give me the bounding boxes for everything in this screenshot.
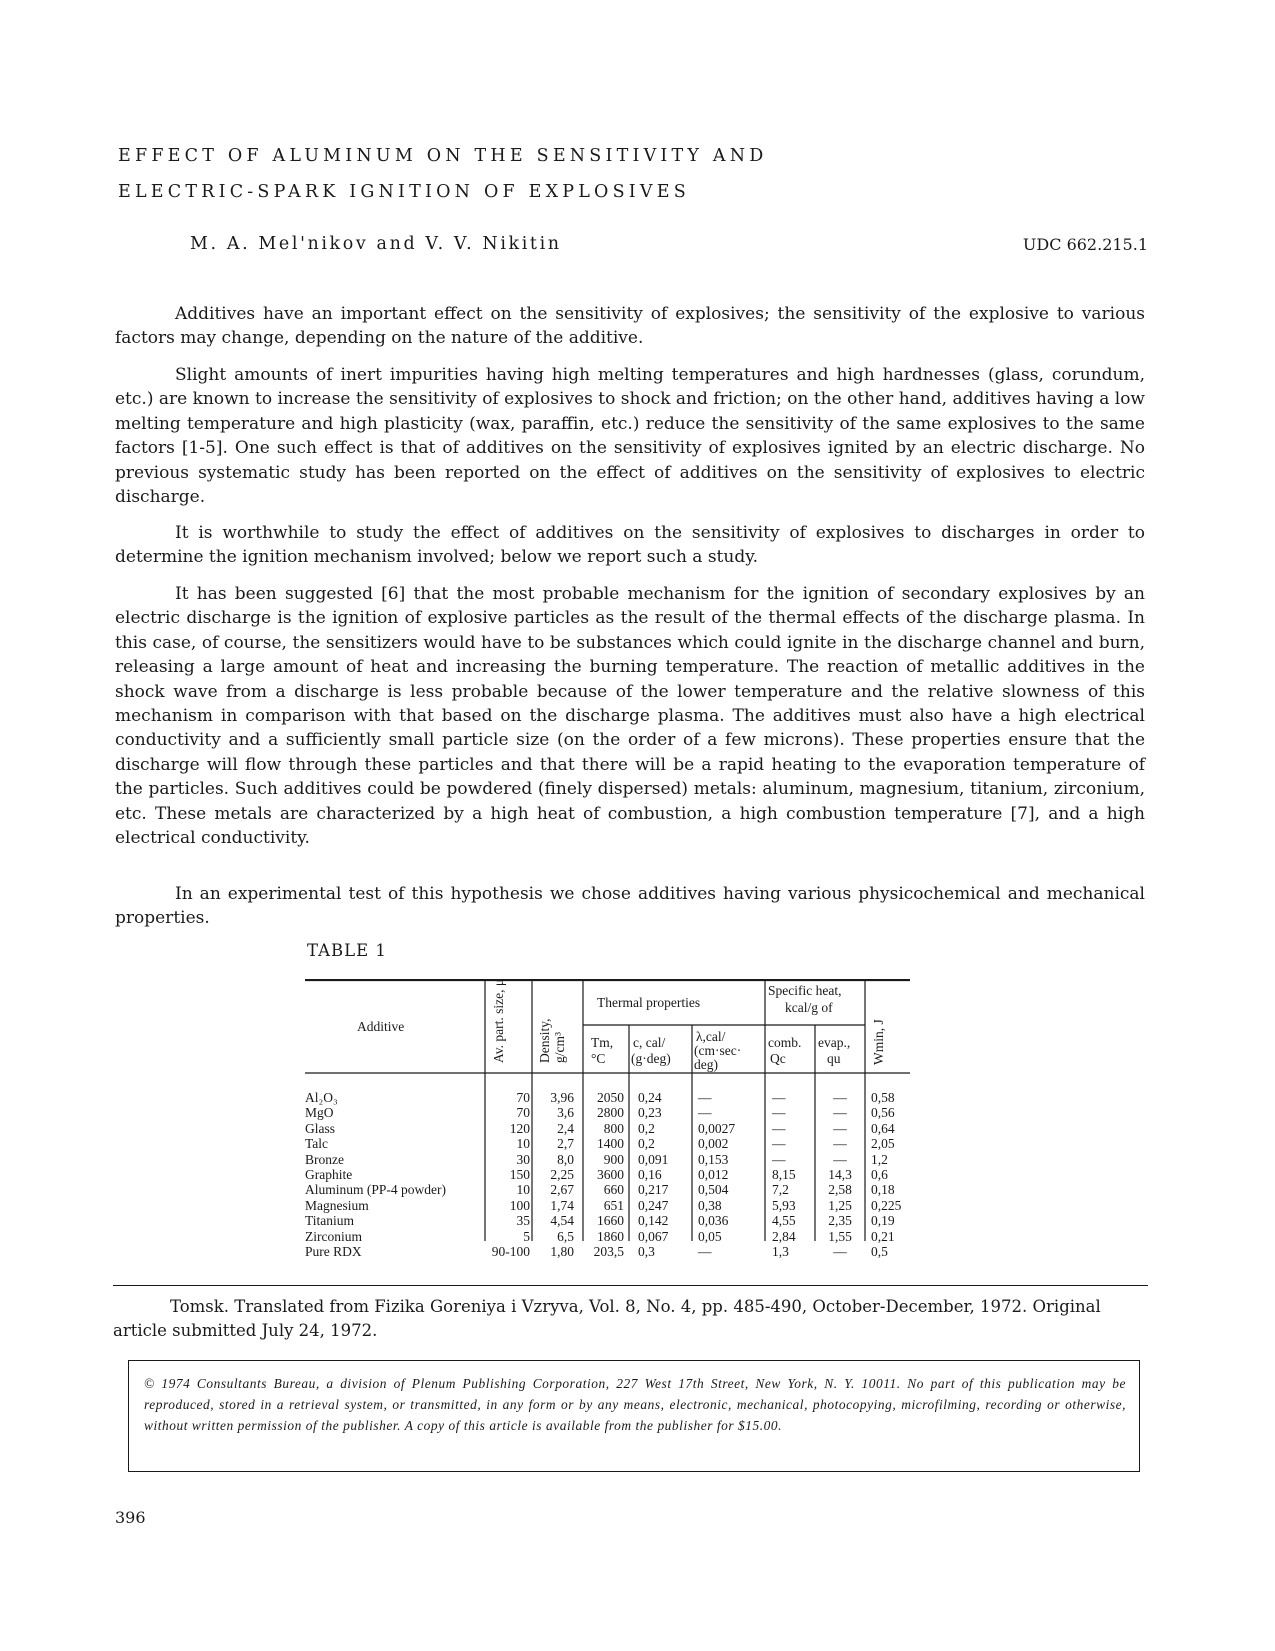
cell-comb: 4,55: [772, 1213, 796, 1229]
page-number: 396: [115, 1508, 146, 1527]
cell-comb: —: [772, 1105, 786, 1121]
cell-additive: Al₂O₃: [305, 1090, 338, 1105]
header-evap: evap.,: [818, 1035, 851, 1050]
cell-evap: 14,3: [828, 1166, 852, 1182]
column-comb: [772, 1090, 814, 1259]
column-c: [638, 1090, 690, 1259]
cell-comb: —: [772, 1090, 786, 1105]
cell-comb: 8,15: [772, 1166, 796, 1182]
udc-code: UDC 662.215.1: [1022, 235, 1148, 254]
cell-wmin: 0,21: [871, 1228, 895, 1244]
cell-tm: 3600: [597, 1166, 624, 1182]
cell-comb: 5,93: [772, 1197, 796, 1213]
cell-density: 4,54: [550, 1213, 574, 1229]
header-lambda-unit: (cm·sec·: [694, 1043, 742, 1058]
cell-c: 0,16: [638, 1166, 662, 1182]
cell-density: 1,80: [550, 1243, 574, 1259]
cell-particle-size: 120: [509, 1120, 530, 1136]
column-lambda: [698, 1090, 764, 1259]
cell-comb: 2,84: [772, 1228, 796, 1244]
authors: M. A. Mel'nikov and V. V. Nikitin: [190, 234, 562, 254]
header-specific-heat-unit: kcal/g of: [785, 1000, 833, 1015]
header-tm-unit: °C: [591, 1051, 606, 1066]
cell-wmin: 0,6: [871, 1166, 888, 1182]
cell-evap: —: [833, 1120, 847, 1136]
cell-lambda: 0,0027: [698, 1120, 736, 1136]
cell-evap: —: [833, 1136, 847, 1152]
copyright-notice: © 1974 Consultants Bureau, a division of Plenum Publishing Corporation, 227 West 17th Street, New York, N. Y. 10011. No part of this publication may be reproduced, stored in a retrieval system, or transmitted, in any form or by any means, electronic, mechanical, photocopying, microfilming, recording or otherwise, without written permission of the publisher. A copy of this article is available from the publisher for $15.00.: [144, 1376, 1126, 1433]
cell-wmin: 0,225: [871, 1197, 902, 1213]
cell-lambda: —: [698, 1105, 712, 1121]
cell-comb: —: [772, 1151, 786, 1167]
paragraph-4: It has been suggested [6] that the most probable mechanism for the ignition of secondary explosives by an electric discharge is the ignition of explosive particles as the result of the thermal effects of the discharge plasma. In this case, of course, the sensitizers would have to be substances which could ignite in the discharge channel and burn, releasing a large amount of heat and increasing the burning temperature. The reaction of metallic additives in the shock wave from a discharge is less probable because of the lower temperature and the relative slowness of this mechanism in comparison with that based on the discharge plasma. The additives must also have a high electrical conductivity and a sufficiently small particle size (on the order of a few microns). These properties ensure that the discharge will flow through these particles and that there will be a rapid heating to the evaporation temperature of the particles. Such additives could be powdered (finely dispersed) metals: aluminum, magnesium, titanium, zirconium, etc. These metals are characterized by a high heat of combustion, a high combustion temperature [7], and a high electrical conductivity.: [115, 584, 1145, 849]
cell-lambda: 0,05: [698, 1228, 722, 1244]
cell-tm: 2800: [597, 1105, 624, 1121]
cell-comb: 7,2: [772, 1182, 789, 1198]
cell-c: 0,2: [638, 1120, 655, 1136]
cell-additive: Titanium: [305, 1213, 355, 1229]
cell-additive: Magnesium: [305, 1197, 369, 1213]
article-title-line-1: EFFECT OF ALUMINUM ON THE SENSITIVITY AND: [118, 146, 768, 166]
cell-tm: 1400: [597, 1136, 624, 1152]
cell-c: 0,2: [638, 1136, 655, 1152]
header-additive: Additive: [357, 1019, 405, 1034]
column-density: [532, 1090, 574, 1259]
cell-particle-size: 150: [509, 1166, 530, 1182]
cell-wmin: 0,64: [871, 1120, 895, 1136]
footnote-rule: [113, 1285, 1148, 1286]
column-additive: [305, 1090, 483, 1259]
cell-tm: 800: [603, 1120, 624, 1136]
cell-density: 8,0: [557, 1151, 574, 1167]
paragraph-3: It is worthwhile to study the effect of additives on the sensitivity of explosives to discharges in order to determine the ignition mechanism involved; below we report such a study.: [115, 523, 1145, 568]
cell-particle-size: 5: [523, 1228, 530, 1244]
cell-evap: 2,58: [828, 1182, 852, 1198]
cell-evap: —: [833, 1243, 847, 1259]
cell-particle-size: 100: [509, 1197, 530, 1213]
cell-c: 0,142: [638, 1213, 669, 1229]
cell-density: 2,7: [557, 1136, 574, 1152]
footnote: Tomsk. Translated from Fizika Goreniya i Vzryva, Vol. 8, No. 4, pp. 485-490, October-December, 1972. Original article submitted July 24, 1972.: [113, 1297, 1101, 1340]
cell-lambda: 0,153: [698, 1151, 729, 1167]
cell-particle-size: 10: [516, 1182, 530, 1198]
cell-density: 3,6: [557, 1105, 574, 1121]
column-wmin: [871, 1090, 919, 1259]
header-comb: comb.: [768, 1035, 802, 1050]
header-density-unit: g/cm³: [552, 1031, 567, 1063]
header-specific-heat: Specific heat,: [768, 983, 842, 998]
cell-tm: 1660: [597, 1213, 624, 1229]
cell-lambda: 0,012: [698, 1166, 729, 1182]
cell-additive: Bronze: [305, 1151, 344, 1167]
cell-density: 1,74: [550, 1197, 574, 1213]
cell-wmin: 1,2: [871, 1151, 888, 1167]
cell-c: 0,247: [638, 1197, 669, 1213]
cell-evap: —: [833, 1090, 847, 1105]
article-title-line-2: ELECTRIC-SPARK IGNITION OF EXPLOSIVES: [118, 182, 690, 202]
cell-particle-size: 70: [516, 1090, 530, 1105]
cell-particle-size: 35: [516, 1213, 530, 1229]
cell-lambda: 0,38: [698, 1197, 722, 1213]
header-c-unit: (g·deg): [631, 1051, 671, 1066]
cell-wmin: 2,05: [871, 1136, 895, 1152]
cell-comb: 1,3: [772, 1243, 789, 1259]
cell-particle-size: 70: [516, 1105, 530, 1121]
header-evap-symbol: qu: [827, 1051, 841, 1066]
paragraph-5: In an experimental test of this hypothesis we chose additives having various physicochemical and mechanical properties.: [115, 884, 1145, 929]
cell-particle-size: 90-100: [491, 1243, 530, 1259]
header-density: Density,: [537, 1018, 552, 1063]
cell-lambda: 0,002: [698, 1136, 729, 1152]
cell-c: 0,23: [638, 1105, 662, 1121]
header-lambda: λ,cal/: [696, 1029, 726, 1044]
column-evap: [815, 1090, 865, 1259]
cell-tm: 651: [603, 1197, 624, 1213]
cell-comb: —: [772, 1120, 786, 1136]
cell-additive: Aluminum (PP-4 powder): [305, 1182, 446, 1198]
cell-wmin: 0,56: [871, 1105, 895, 1121]
column-tm: [583, 1090, 624, 1259]
cell-c: 0,067: [638, 1228, 669, 1244]
cell-tm: 1860: [597, 1228, 624, 1244]
cell-wmin: 0,58: [871, 1090, 895, 1105]
cell-density: 2,4: [557, 1120, 574, 1136]
header-tm: Tm,: [591, 1035, 614, 1050]
cell-c: 0,3: [638, 1243, 655, 1259]
cell-lambda: 0,504: [698, 1182, 729, 1198]
cell-density: 6,5: [557, 1228, 574, 1244]
header-comb-symbol: Qc: [770, 1051, 786, 1066]
cell-particle-size: 30: [516, 1151, 530, 1167]
cell-tm: 660: [603, 1182, 624, 1198]
cell-additive: MgO: [305, 1105, 334, 1121]
header-thermal-properties: Thermal properties: [597, 995, 701, 1010]
cell-c: 0,24: [638, 1090, 662, 1105]
header-lambda-unit-2: deg): [694, 1057, 718, 1072]
cell-evap: —: [833, 1105, 847, 1121]
cell-wmin: 0,5: [871, 1243, 888, 1259]
data-table: [305, 979, 952, 1263]
cell-comb: —: [772, 1136, 786, 1152]
cell-wmin: 0,19: [871, 1213, 895, 1229]
cell-wmin: 0,18: [871, 1182, 895, 1198]
cell-evap: 1,25: [828, 1197, 852, 1213]
table-label: TABLE 1: [307, 941, 387, 960]
cell-particle-size: 10: [516, 1136, 530, 1152]
cell-tm: 203,5: [593, 1243, 624, 1259]
cell-c: 0,217: [638, 1182, 669, 1198]
cell-additive: Zirconium: [305, 1228, 362, 1244]
cell-additive: Pure RDX: [305, 1243, 362, 1259]
column-particle-size: [485, 1090, 530, 1259]
header-wmin: Wmin, J: [871, 1019, 886, 1065]
cell-density: 2,25: [550, 1166, 574, 1182]
copyright-box: [128, 1360, 1140, 1472]
cell-evap: 1,55: [828, 1228, 852, 1244]
cell-c: 0,091: [638, 1151, 669, 1167]
cell-evap: 2,35: [828, 1213, 852, 1229]
header-particle-size: Av. part. size, μ: [491, 978, 506, 1063]
cell-lambda: 0,036: [698, 1213, 729, 1229]
paragraph-1: Additives have an important effect on the sensitivity of explosives; the sensitivity of the explosive to various factors may change, depending on the nature of the additive.: [115, 304, 1145, 349]
cell-tm: 2050: [597, 1090, 624, 1105]
header-c: c, cal/: [633, 1035, 666, 1050]
cell-evap: —: [833, 1151, 847, 1167]
cell-density: 3,96: [550, 1090, 574, 1105]
cell-density: 2,67: [550, 1182, 574, 1198]
paragraph-2: Slight amounts of inert impurities having high melting temperatures and high hardnesses (glass, corundum, etc.) are known to increase the sensitivity of explosives to shock and friction; on the other hand, additives having a low melting temperature and high plasticity (wax, paraffin, etc.) reduce the sensitivity of the same explosives to the same factors [1-5]. One such effect is that of additives on the sensitivity of explosives ignited by an electric discharge. No previous systematic study has been reported on the effect of additives on the sensitivity of explosives to electric discharge.: [115, 365, 1145, 508]
cell-additive: Talc: [305, 1136, 329, 1152]
cell-lambda: —: [698, 1090, 712, 1105]
cell-tm: 900: [603, 1151, 624, 1167]
cell-additive: Graphite: [305, 1166, 353, 1182]
cell-lambda: —: [698, 1243, 712, 1259]
cell-additive: Glass: [305, 1120, 335, 1136]
